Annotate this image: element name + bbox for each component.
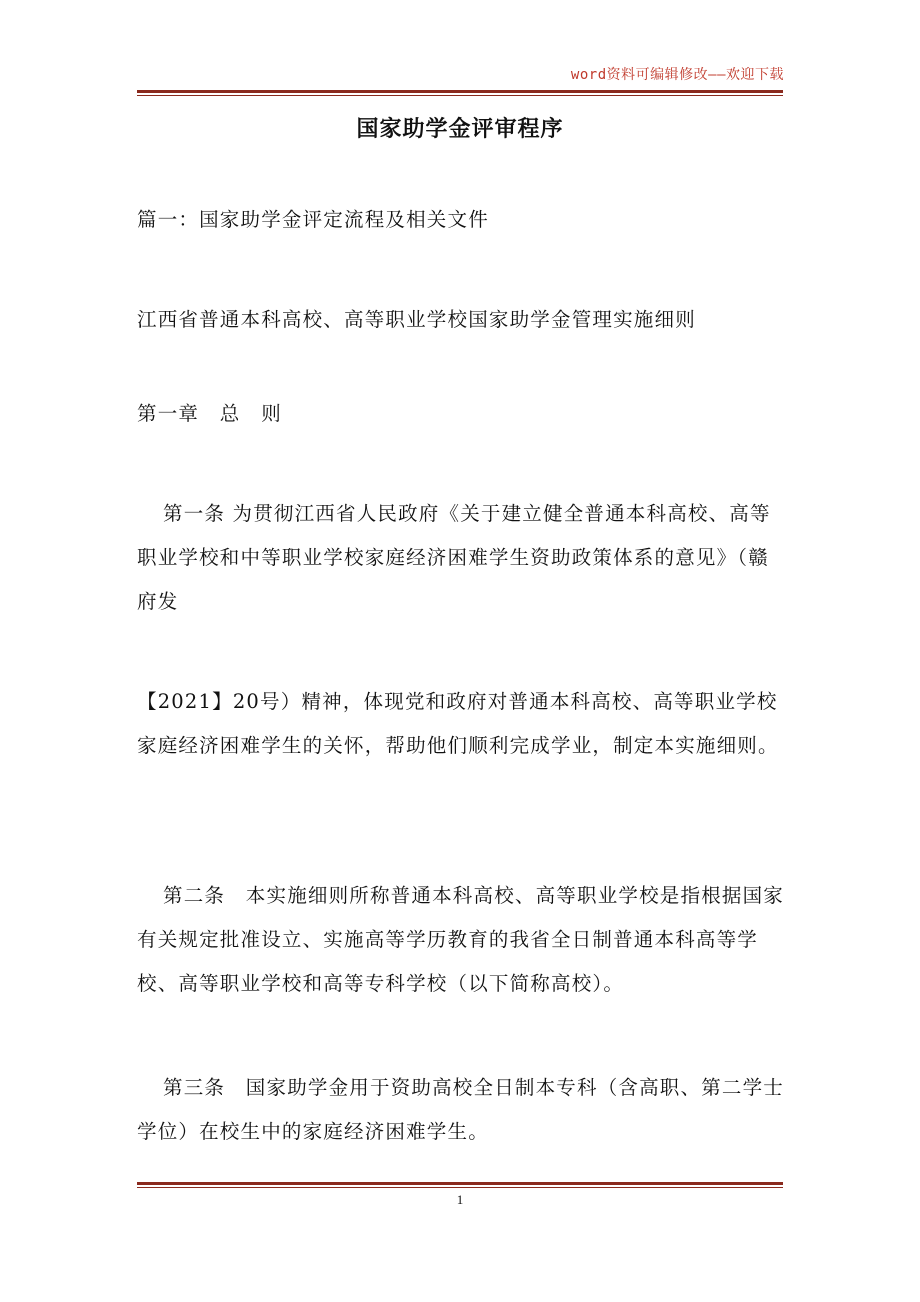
article-3-paragraph: 第三条 国家助学金用于资助高校全日制本专科（含高职、第二学士学位）在校生中的家庭经济困难学生。 bbox=[137, 1076, 785, 1143]
article-1-continuation: 【2021】20号）精神，体现党和政府对普通本科高校、高等职业学校家庭经济困难学生的关怀，帮助他们顺利完成学业，制定本实施细则。 bbox=[137, 690, 779, 757]
document-subtitle: 江西省普通本科高校、高等职业学校国家助学金管理实施细则 bbox=[137, 308, 696, 331]
article-1-paragraph: 第一条 为贯彻江西省人民政府《关于建立健全普通本科高校、高等职业学校和中等职业学校家庭经济困难学生资助政策体系的意见》（赣府发 bbox=[137, 502, 771, 613]
document-title: 国家助学金评审程序 bbox=[356, 117, 564, 142]
page-number: 1 bbox=[456, 1192, 464, 1207]
section-heading: 篇一：国家助学金评定流程及相关文件 bbox=[137, 208, 489, 231]
header-divider bbox=[137, 90, 783, 96]
chapter-heading: 第一章 总 则 bbox=[137, 402, 282, 425]
header-note: word资料可编辑修改——欢迎下载 bbox=[570, 67, 784, 83]
article-2-paragraph: 第二条 本实施细则所称普通本科高校、高等职业学校是指根据国家有关规定批准设立、实施高等学历教育的我省全日制普通本科高等学校、高等职业学校和高等专科学校（以下简称高校）。 bbox=[137, 884, 785, 995]
footer-divider bbox=[137, 1182, 783, 1188]
